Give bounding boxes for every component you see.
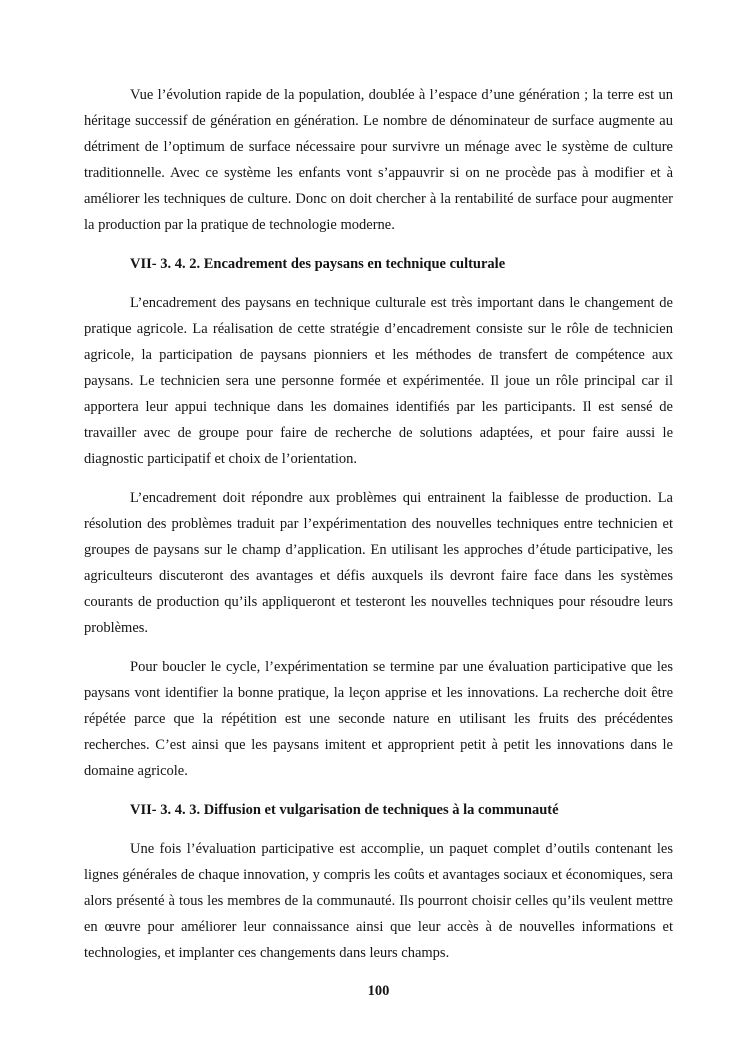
page-number: 100 — [367, 983, 390, 999]
paragraph: Vue l’évolution rapide de la population, doublée à l’espace d’une génération ; la terre est un héritage successif de génération en génération. Le nombre de dénominateur de surface augmente au détriment de l’optimum de surface nécessaire pour survivre un ménage avec le système de culture traditionnelle. Avec ce système les enfants vont s’appauvrir si on ne procède pas à modifier et à améliorer les techniques de culture. Donc on doit chercher à la rentabilité de surface pour augmenter la production par la pratique de technologie moderne. — [84, 87, 673, 233]
paragraph: Pour boucler le cycle, l’expérimentation se termine par une évaluation participative que les paysans vont identifier la bonne pratique, la leçon apprise et les innovations. La recherche doit être répétée parce que la répétition est une seconde nature en utilisant les fruits des précédentes recherches. C’est ainsi que les paysans imitent et approprient petit à petit les innovations dans le domaine agricole. — [84, 659, 673, 779]
paragraph: L’encadrement des paysans en technique culturale est très important dans le changement de pratique agricole. La réalisation de cette stratégie d’encadrement consiste sur le rôle de technicien agricole, la participation de paysans pionniers et les méthodes de transfert de compétence aux paysans. Le technicien sera une personne formée et expérimentée. Il joue un rôle principal car il apportera leur appui technique dans les domaines identifiés par les participants. Il est sensé de travailler avec de groupe pour faire de recherche de solutions adaptées, et pour faire aussi le diagnostic participatif et choix de l’orientation. — [84, 295, 673, 467]
section-heading: VII- 3. 4. 2. Encadrement des paysans en technique culturale — [130, 256, 506, 272]
paragraph: L’encadrement doit répondre aux problèmes qui entrainent la faiblesse de production. La résolution des problèmes traduit par l’expérimentation des nouvelles techniques entre technicien et groupes de paysans sur le champ d’application. En utilisant les approches d’étude participative, les agriculteurs discuteront des avantages et défis auxquels ils devront faire face dans les systèmes courants de production qu’ils appliqueront et testeront les nouvelles techniques pour résoudre leurs problèmes. — [84, 490, 673, 636]
paragraph: Une fois l’évaluation participative est accomplie, un paquet complet d’outils contenant les lignes générales de chaque innovation, y compris les coûts et avantages sociaux et économiques, sera alors présenté à tous les membres de la communauté. Ils pourront choisir celles qu’ils veulent mettre en œuvre pour améliorer leur connaissance ainsi que leur accès à de nouvelles informations et technologies, et implanter ces changements dans leurs champs. — [84, 841, 673, 961]
document-content — [84, 82, 673, 979]
section-heading: VII- 3. 4. 3. Diffusion et vulgarisation de techniques à la communauté — [130, 802, 559, 818]
